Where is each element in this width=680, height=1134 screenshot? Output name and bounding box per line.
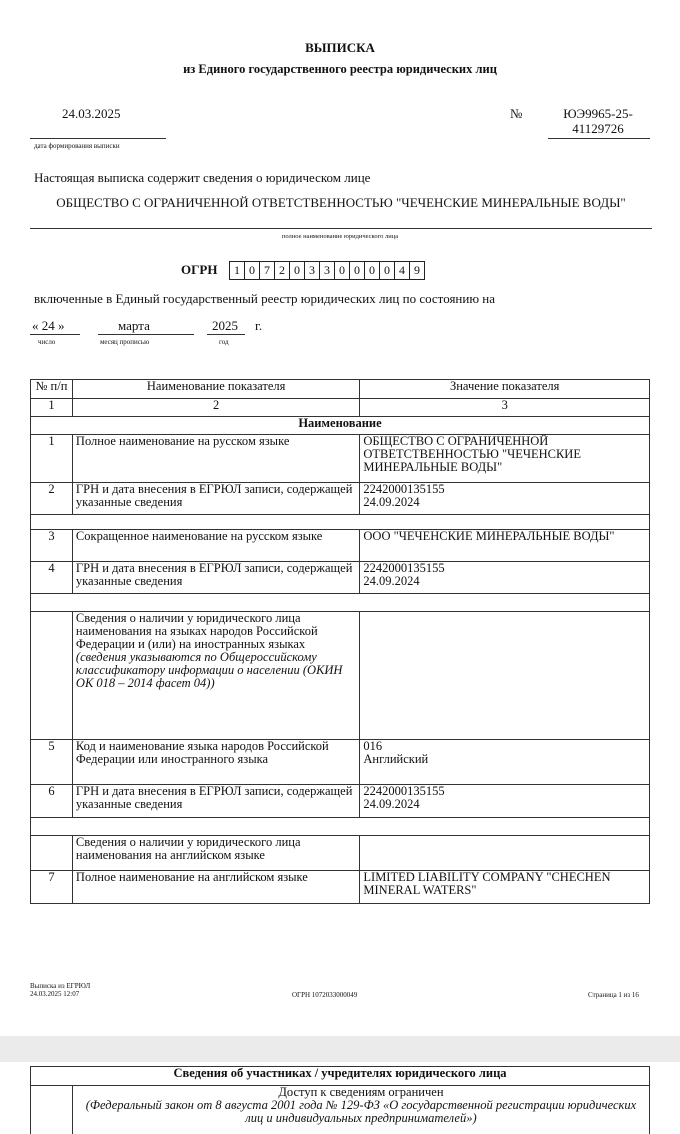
footer-ogrn: ОГРН 1072033000049 bbox=[292, 991, 358, 999]
month-underline bbox=[98, 334, 194, 335]
page2-table bbox=[30, 1066, 650, 1134]
table-row bbox=[31, 1086, 650, 1134]
row-number: 7 bbox=[31, 871, 73, 904]
state-year: 2025 bbox=[212, 318, 238, 333]
access-restricted bbox=[72, 1086, 649, 1134]
grn-value: 2242000135155 bbox=[363, 561, 445, 575]
ogrn-digit: 3 bbox=[304, 261, 320, 280]
grn-value: 2242000135155 bbox=[363, 784, 445, 798]
row-value: ООО "ЧЕЧЕНСКИЕ МИНЕРАЛЬНЫЕ ВОДЫ" bbox=[360, 530, 650, 562]
table-row bbox=[31, 483, 650, 515]
ogrn-digit: 2 bbox=[274, 261, 290, 280]
extract-number: ЮЭ9965-25-41129726 bbox=[563, 106, 633, 136]
table-row bbox=[31, 612, 650, 740]
day-caption: число bbox=[38, 338, 56, 346]
row-number: 3 bbox=[31, 530, 73, 562]
spacer-row bbox=[31, 515, 650, 530]
header-cell: Значение показателя bbox=[360, 380, 650, 399]
footer-doc-name: Выписка из ЕГРЮЛ bbox=[30, 982, 91, 990]
document-title: ВЫПИСКА bbox=[305, 40, 375, 55]
ogrn-digit: 0 bbox=[244, 261, 260, 280]
row-name: Сведения о наличии у юридического лица наименования на английском языке bbox=[72, 836, 359, 871]
ogrn-digit: 3 bbox=[319, 261, 335, 280]
date-caption: дата формирования выписки bbox=[34, 142, 120, 150]
ogrn-digit: 0 bbox=[289, 261, 305, 280]
state-month: марта bbox=[118, 318, 150, 333]
extract-date: 24.03.2025 bbox=[62, 106, 121, 121]
row-name: ГРН и дата внесения в ЕГРЮЛ записи, содержащей указанные сведения bbox=[72, 785, 359, 818]
ogrn-digit: 0 bbox=[334, 261, 350, 280]
ogrn-digit: 0 bbox=[379, 261, 395, 280]
column-number: 1 bbox=[31, 399, 73, 417]
ogrn-label: ОГРН bbox=[181, 262, 218, 277]
table-row bbox=[31, 836, 650, 871]
footer-page-number: Страница 1 из 16 bbox=[588, 991, 639, 999]
row-name: Код и наименование языка народов Российской Федерации или иностранного языка bbox=[72, 740, 359, 785]
table-row bbox=[31, 435, 650, 483]
row-number: 4 bbox=[31, 562, 73, 594]
grn-date: 24.09.2024 bbox=[363, 574, 420, 588]
row-value bbox=[360, 740, 650, 785]
year-caption: год bbox=[219, 338, 229, 346]
row-name: Сокращенное наименование на русском языке bbox=[72, 530, 359, 562]
state-day: « 24 » bbox=[32, 318, 65, 333]
section-title: Наименование bbox=[31, 417, 650, 435]
table-row bbox=[31, 562, 650, 594]
section-row bbox=[31, 1067, 650, 1086]
law-reference: (Федеральный закон от 8 августа 2001 года № 129-ФЗ «О государственной регистрации юридических лиц и индивидуальных предпринимателей») bbox=[85, 1098, 637, 1125]
month-caption: месяц прописью bbox=[100, 338, 150, 346]
table-row bbox=[31, 530, 650, 562]
year-underline bbox=[207, 334, 245, 335]
ogrn-digit-boxes bbox=[230, 261, 425, 280]
access-text: Доступ к сведениям ограничен bbox=[278, 1085, 444, 1099]
ogrn-digit: 7 bbox=[259, 261, 275, 280]
row-number: 6 bbox=[31, 785, 73, 818]
row-number: 1 bbox=[31, 435, 73, 483]
row-name bbox=[72, 612, 359, 740]
languages-info-title: Сведения о наличии у юридического лица наименования на языках народов Российской Федерации и (или) на иностранных языках bbox=[75, 611, 318, 651]
grn-date: 24.09.2024 bbox=[363, 797, 420, 811]
row-value: ОБЩЕСТВО С ОГРАНИЧЕННОЙ ОТВЕТСТВЕННОСТЬЮ "ЧЕЧЕНСКИЕ МИНЕРАЛЬНЫЕ ВОДЫ" bbox=[360, 435, 650, 483]
year-suffix: г. bbox=[255, 318, 263, 333]
ogrn-digit: 4 bbox=[394, 261, 410, 280]
footer-timestamp: 24.03.2025 12:07 bbox=[30, 990, 80, 998]
grn-date: 24.09.2024 bbox=[363, 495, 420, 509]
footer-left bbox=[30, 982, 90, 998]
column-number: 3 bbox=[360, 399, 650, 417]
column-number: 2 bbox=[72, 399, 359, 417]
day-underline bbox=[30, 334, 80, 335]
row-name: ГРН и дата внесения в ЕГРЮЛ записи, содержащей указанные сведения bbox=[72, 562, 359, 594]
table-row bbox=[31, 871, 650, 904]
header-cell: Наименование показателя bbox=[72, 380, 359, 399]
table-header-row bbox=[31, 380, 650, 399]
row-number: 5 bbox=[31, 740, 73, 785]
languages-info-note: (сведения указываются по Общероссийскому классификатору информации о населении (ОКИН ОК 018 – 2014 фасет 04)) bbox=[75, 650, 343, 690]
column-number-row bbox=[31, 399, 650, 417]
table-row bbox=[31, 740, 650, 785]
spacer-row bbox=[31, 818, 650, 836]
row-name: ГРН и дата внесения в ЕГРЮЛ записи, содержащей указанные сведения bbox=[72, 483, 359, 515]
extract-table bbox=[30, 379, 650, 904]
number-sign: № bbox=[510, 106, 523, 121]
date-underline bbox=[30, 138, 166, 139]
page-gap bbox=[0, 1036, 680, 1062]
header-cell: № п/п bbox=[31, 380, 73, 399]
org-underline bbox=[30, 228, 652, 229]
row-value bbox=[360, 562, 650, 594]
language-name: Английский bbox=[363, 752, 429, 766]
section-title: Сведения об участниках / учредителях юридического лица bbox=[31, 1067, 650, 1086]
row-value: LIMITED LIABILITY COMPANY "CHECHEN MINERAL WATERS" bbox=[360, 871, 650, 904]
table-row bbox=[31, 785, 650, 818]
intro-text: Настоящая выписка содержит сведения о юридическом лице bbox=[34, 170, 371, 185]
row-number: 2 bbox=[31, 483, 73, 515]
row-value bbox=[360, 483, 650, 515]
ogrn-digit: 0 bbox=[349, 261, 365, 280]
spacer-row bbox=[31, 594, 650, 612]
section-row bbox=[31, 417, 650, 435]
included-text: включенные в Единый государственный реестр юридических лиц по состоянию на bbox=[34, 291, 496, 306]
organization-full-name: ОБЩЕСТВО С ОГРАНИЧЕННОЙ ОТВЕТСТВЕННОСТЬЮ "ЧЕЧЕНСКИЕ МИНЕРАЛЬНЫЕ ВОДЫ" bbox=[56, 195, 626, 210]
number-underline bbox=[548, 138, 650, 139]
ogrn-digit: 0 bbox=[364, 261, 380, 280]
row-value bbox=[360, 785, 650, 818]
ogrn-digit: 9 bbox=[409, 261, 425, 280]
ogrn-digit: 1 bbox=[229, 261, 245, 280]
grn-value: 2242000135155 bbox=[363, 482, 445, 496]
language-code: 016 bbox=[363, 739, 383, 753]
row-name: Полное наименование на русском языке bbox=[72, 435, 359, 483]
row-name: Полное наименование на английском языке bbox=[72, 871, 359, 904]
org-name-caption: полное наименование юридического лица bbox=[281, 233, 399, 240]
document-subtitle: из Единого государственного реестра юридических лиц bbox=[183, 62, 497, 76]
